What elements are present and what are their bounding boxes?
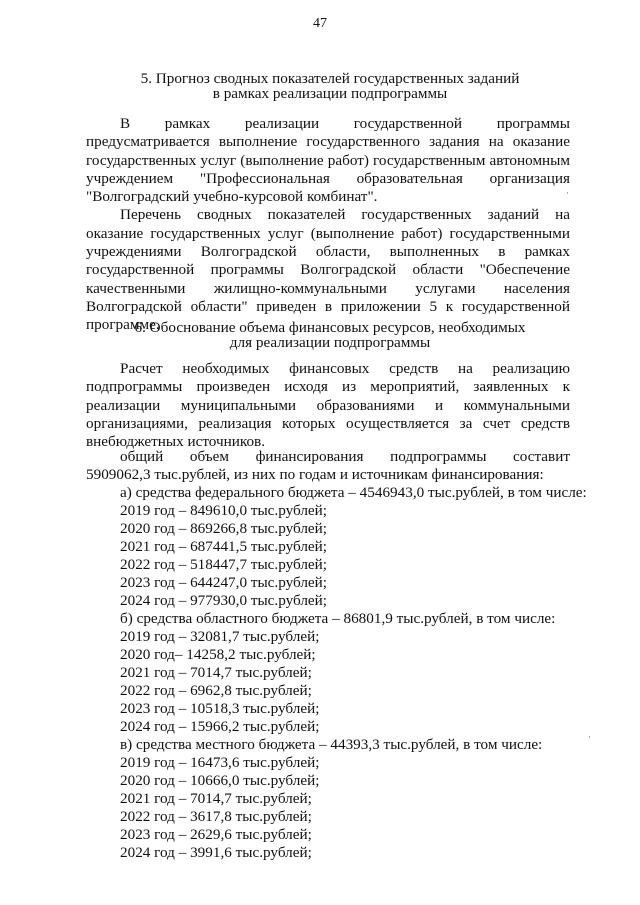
total-word: финансирования — [255, 448, 364, 465]
federal-year-2021: 2021 год – 687441,5 тыс.рублей; — [120, 538, 328, 555]
local-budget-title: в) средства местного бюджета – 44393,3 тыс.рублей, в том числе: — [120, 736, 543, 753]
federal-year-2023: 2023 год – 644247,0 тыс.рублей; — [120, 574, 328, 591]
section-5-paragraph-1: В рамках реализации государственной программы предусматривается выполнение государственного задания на оказание государственных услуг (выполнение работ) государственным автономным учреждением "Профессиональная образовательная организация "Волгоградский учебно-курсовой комбинат". — [86, 115, 570, 206]
federal-year-2024: 2024 год – 977930,0 тыс.рублей; — [120, 592, 328, 609]
federal-year-2019: 2019 год – 849610,0 тыс.рублей; — [120, 502, 328, 519]
section-6-heading-line-1: 6. Обоснование объема финансовых ресурсов, необходимых — [134, 319, 526, 336]
federal-budget-title: а) средства федерального бюджета – 4546943,0 тыс.рублей, в том числе: — [120, 484, 587, 501]
section-5-heading-line-1: 5. Прогноз сводных показателей государственных заданий — [140, 70, 520, 87]
total-word: общий — [120, 448, 164, 465]
section-5-paragraph-2: Перечень сводных показателей государственных заданий на оказание государственных услуг (выполнение работ) государственными учреждениями Волгоградской области, выполненных в рамках государственной программы Волгоградской области "Обеспечение качественными жилищно-коммунальными услугами населения Волгоградской области" приведен в приложении 5 к государственной программе. — [86, 206, 570, 334]
regional-budget-title: б) средства областного бюджета – 86801,9 тыс.рублей, в том числе: — [120, 610, 556, 627]
federal-year-2020: 2020 год – 869266,8 тыс.рублей; — [120, 520, 328, 537]
regional-year-2019: 2019 год – 32081,7 тыс.рублей; — [120, 628, 320, 645]
scan-speck: · — [566, 188, 569, 198]
total-word: объем — [189, 448, 229, 465]
section-6-paragraph-1-text: Расчет необходимых финансовых средств на реализацию подпрограммы произведен исходя из мероприятий, заявленных к реализации муниципальными образованиями и коммунальными организациями, реализация которых осуществляется за счет средств внебюджетных источников. — [86, 360, 570, 451]
total-funding-line-1 — [120, 448, 570, 466]
regional-year-2023: 2023 год – 10518,3 тыс.рублей; — [120, 700, 320, 717]
local-year-2021: 2021 год – 7014,7 тыс.рублей; — [120, 790, 312, 807]
section-5-heading-line-2: в рамках реализации подпрограммы — [212, 85, 448, 102]
local-year-2022: 2022 год – 3617,8 тыс.рублей; — [120, 808, 312, 825]
section-6-heading — [85, 320, 575, 350]
section-6-paragraph-1 — [86, 360, 570, 451]
local-year-2019: 2019 год – 16473,6 тыс.рублей; — [120, 754, 320, 771]
total-word: составит — [513, 448, 570, 465]
regional-year-2024: 2024 год – 15966,2 тыс.рублей; — [120, 718, 320, 735]
regional-year-2021: 2021 год – 7014,7 тыс.рублей; — [120, 664, 312, 681]
local-year-2024: 2024 год – 3991,6 тыс.рублей; — [120, 844, 312, 861]
total-word: подпрограммы — [390, 448, 487, 465]
section-6-heading-line-2: для реализации подпрограммы — [229, 334, 431, 351]
regional-year-2020: 2020 год– 14258,2 тыс.рублей; — [120, 646, 316, 663]
local-year-2023: 2023 год – 2629,6 тыс.рублей; — [120, 826, 312, 843]
regional-year-2022: 2022 год – 6962,8 тыс.рублей; — [120, 682, 312, 699]
section-5-body — [86, 115, 570, 335]
total-funding-line-2: 5909062,3 тыс.рублей, из них по годам и источникам финансирования: — [86, 466, 544, 483]
scan-speck: · — [588, 732, 591, 742]
section-5-heading — [85, 71, 575, 101]
page-number: 47 — [313, 16, 327, 31]
federal-year-2022: 2022 год – 518447,7 тыс.рублей; — [120, 556, 328, 573]
local-year-2020: 2020 год – 10666,0 тыс.рублей; — [120, 772, 320, 789]
